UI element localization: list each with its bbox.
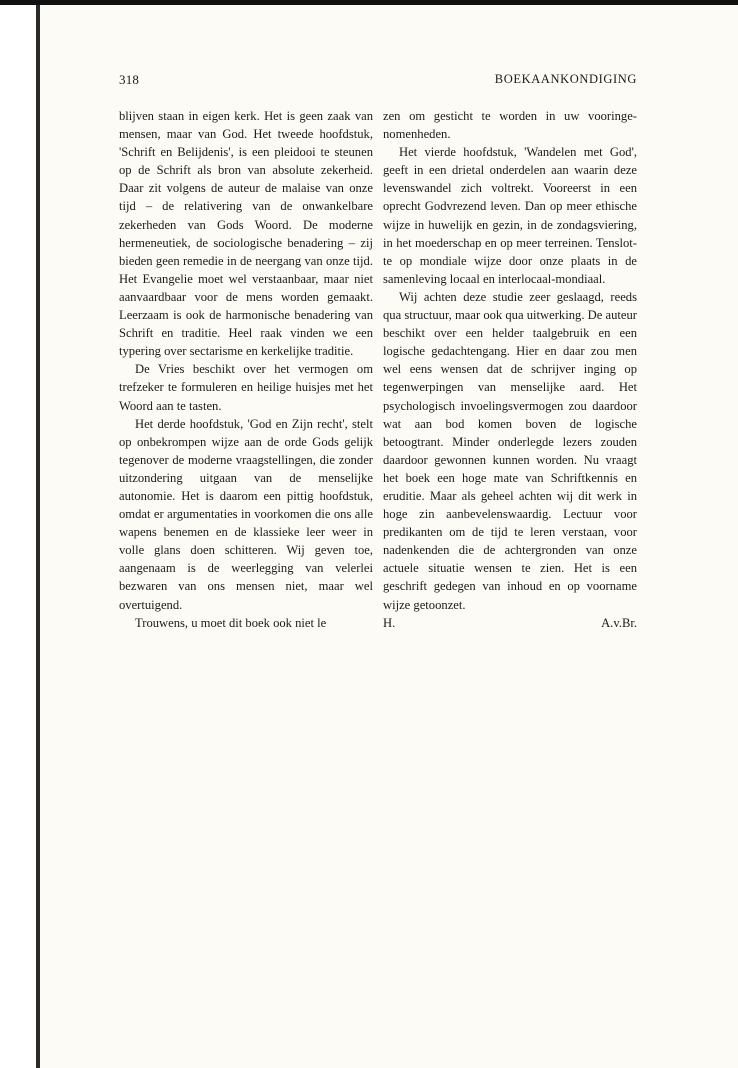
right-paragraph-2: Het vierde hoofdstuk, 'Wandelen met God', geeft in een drietal onderdelen aan waarin deze levenswandel zich voltrekt. Vooreerst in een oprecht Godvrezend leven. Dan op meer ethische wijze in huwelijk en gezin, in de zondagsviering, in het moederschap en op meer terreinen. Tenslotte op mondiale wijze door onze plaats in de samenleving locaal en interlocaal-mondiaal. [383, 145, 637, 286]
left-paragraph-3: Het derde hoofdstuk, 'God en Zijn recht', stelt op onbekrompen wijze aan de orde Gods gelijk tegenover de moderne vraagstellingen, die zonder uitzondering uitgaan van de menselijke autonomie. Het is daarom een pittig hoofdstuk, omdat er argumentaties in voorkomen die ons alle wapens benemen en de klassieke leer weer in volle glans doen schitteren. Wij geven toe, aangenaam is de weerlegging van velerlei bezwaren van ons mensen niet, maar wel overtuigend. [119, 416, 373, 612]
page-number: 318 [119, 72, 140, 87]
signature-line [383, 614, 637, 632]
right-paragraph-3: Wij achten deze studie zeer geslaagd, reeds qua structuur, maar ook qua uitwerking. De auteur beschikt over een helder taalgebruik en een logische gedachtengang. Hier en daar zou men wel eens wensen dat de schrijver inging op tegenwerpingen van menselijke aard. Het psychologisch invoelingsvermogen zou daardoor wat aan bod komen boven de logische betoogtrant. Minder onderlegde lezers zouden daardoor gewonnen kunnen worden. Nu vraagt het boek een hoge mate van Schriftkennis en eruditie. Maar als geheel achten wij dit werk in hoge zin aanbevelenswaardig. Lectuur voor predikanten om de tijd te leren verstaan, voor nadenkenden die de achtergronden van onze actuele situatie wensen te zien. Het is een geschrift gedegen van inhoud en op voorname wijze getoonzet. [383, 289, 637, 612]
right-paragraph-1: zen om gesticht te worden in uw vooringenomenheden. [383, 109, 637, 142]
running-head: BOEKAANKONDIGING [494, 72, 637, 86]
left-paragraph-1: blijven staan in eigen kerk. Het is geen zaak van mensen, maar van God. Het tweede hoofdstuk, 'Schrift en Belijdenis', is een pleidooi te steunen op de Schrift als bron van absolute zekerheid. Daar zit volgens de auteur de malaise van onze tijd – de relativering van de onwankelbare zekerheden van Gods Woord. De moderne hermeneutiek, de sociologische benadering – zij bieden geen remedie in de neergang van onze tijd. Het Evangelie moet wel verstaanbaar, maar niet aanvaardbaar voor de mens worden gemaakt. Leerzaam is ook de harmonische benadering van Schrift en traditie. Heel raak vinden we een typering over sectarisme en kerkelijke traditie. [119, 109, 373, 359]
left-paragraph-4: Trouwens, u moet dit boek ook niet le [135, 615, 327, 630]
left-paragraph-2: De Vries beschikt over het vermogen om trefzeker te formuleren en heilige huisjes met het Woord aan te tasten. [119, 362, 373, 413]
signature-initial: H. [383, 615, 396, 630]
left-column [119, 107, 373, 632]
signature-author: A.v.Br. [601, 615, 637, 630]
right-column [383, 107, 637, 632]
